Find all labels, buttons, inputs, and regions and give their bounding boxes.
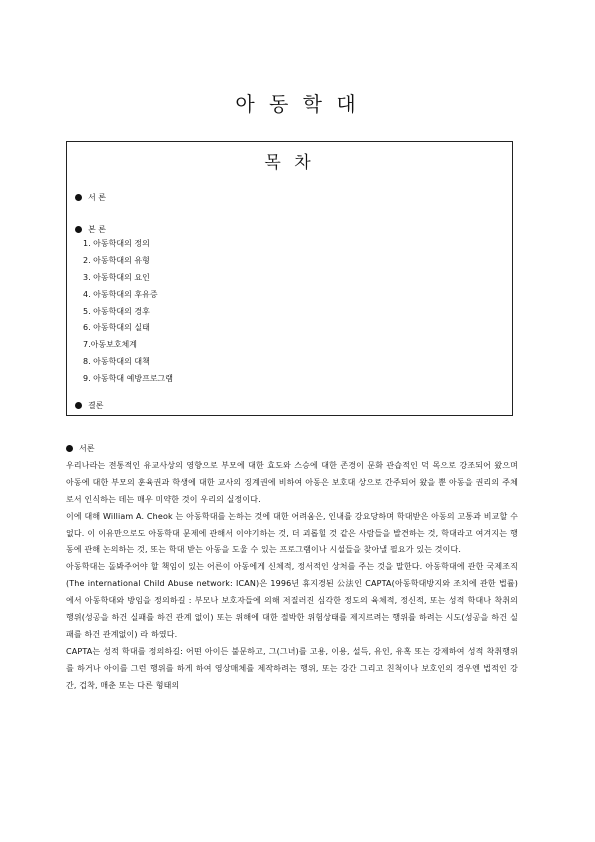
table-of-contents xyxy=(66,141,513,416)
bullet-icon xyxy=(75,226,82,233)
body-section-heading xyxy=(66,441,518,458)
bullet-icon xyxy=(66,445,73,452)
toc-item: 4. 아동학대의 후유증 xyxy=(83,289,158,299)
bullet-icon xyxy=(75,194,82,201)
toc-item: 9. 아동학대 예방프로그램 xyxy=(83,374,173,384)
toc-item: 8. 아동학대의 대책 xyxy=(83,357,150,367)
toc-conclusion xyxy=(75,401,103,411)
toc-item: 6. 아동학대의 실태 xyxy=(83,323,150,333)
bullet-icon xyxy=(75,402,82,409)
toc-item: 1. 아동학대의 정의 xyxy=(83,239,150,248)
toc-item: 3. 아동학대의 요인 xyxy=(83,272,150,282)
toc-heading: 목 차 xyxy=(264,153,315,173)
toc-item-list xyxy=(83,239,173,391)
body-paragraph: 우리나라는 전통적인 유교사상의 영향으로 부모에 대한 효도와 스승에 대한 존경이 문화 관습적인 덕 목으로 강조되어 왔으며 아동에 대한 부모의 훈육권과 학생에 대한 교사의 징계권에 비하여 아동은 보호대 상으로 간주되어 왔을 뿐 아동을 권리의 주체로서 인식하는 데는 매우 미약한 것이 우리의 실정이다. xyxy=(66,460,518,504)
toc-item: 5. 아동학대의 경후 xyxy=(83,306,150,316)
body-paragraph: 이에 대해 William A. Cheok 는 아동학대를 논하는 것에 대한 어려움은, 인내를 강요당하며 학대받은 아동의 고통과 비교할 수 없다. 이 이유만으로도 아동학대 문제에 관해서 이야기하는 것, 더 괴롭힐 것 같은 사람들을 발견하는 것, 학대라고 여겨지는 행동에 관해 논의하는 것, 또는 학대 받는 아동을 도울 수 있는 프로그램이나 시설들을 찾아낼 필요가 있는 것이다. xyxy=(66,511,518,555)
body-paragraph: 아동학대는 돌봐주어야 할 책임이 있는 어른이 아동에게 신체적, 정서적인 상처를 주는 것을 말한다. 아동학대에 관한 국제조직(The international Child Abuse network: ICAN)은 1996년 휴지경된 公法인 CAPTA(아동학대방지와 조치에 관한 법률)에서 아동학대와 방임을 정의하길 : 부모나 보호자들에 의해 저질러진 심각한 정도의 육체적, 정신적, 또는 성적 학대나 착취의 행위(성공을 하건 실패를 하건 관계 없이) 또는 위해에 대한 절박한 위험상태를 제지르려는 행위를 하려는 시도(성공을 하건 실패를 하건 관계없이) 라 하였다. xyxy=(66,562,518,639)
toc-main xyxy=(75,225,106,235)
toc-conclusion-label: 결론 xyxy=(88,401,104,410)
toc-main-label: 본 론 xyxy=(88,225,106,234)
toc-item: 7.아동보호체계 xyxy=(83,340,138,350)
body-section-label: 서론 xyxy=(79,444,95,453)
toc-intro xyxy=(75,193,106,203)
body-paragraph: CAPTA는 성적 학대를 정의하길: 어떤 아이든 불문하고, 그(그녀)를 고용, 이용, 설득, 유인, 유혹 또는 강제하여 성적 착취행위를 하거나 아이를 그런 행위를 하게 하여 영상매체를 제작하려는 행위, 또는 강간 그리고 친척이나 보호인의 경우엔 법적인 강간, 겁착, 매춘 또는 다른 형태의 xyxy=(66,646,518,690)
document-title: 아 동 학 대 xyxy=(235,92,360,116)
document-body xyxy=(66,441,518,695)
toc-item: 2. 아동학대의 유형 xyxy=(83,255,150,265)
toc-intro-label: 서 론 xyxy=(88,193,106,202)
